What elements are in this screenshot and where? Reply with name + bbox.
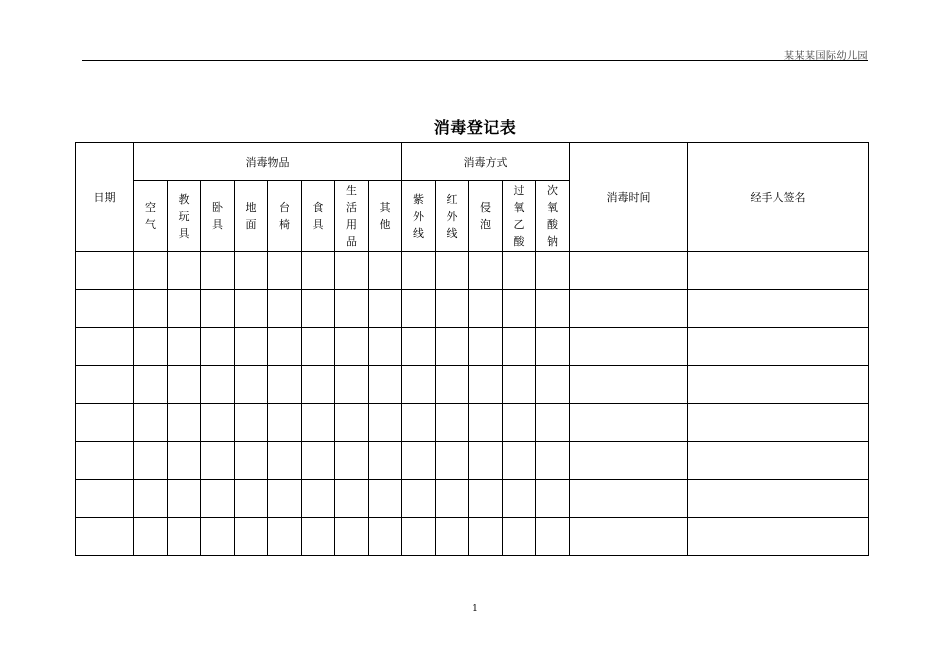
page-number: 1: [472, 604, 478, 614]
table-cell: [76, 442, 134, 480]
method-header-soaking: 侵泡: [469, 181, 503, 252]
table-cell: [570, 328, 688, 366]
table-cell: [335, 480, 369, 518]
table-cell: [268, 328, 302, 366]
table-cell: [76, 328, 134, 366]
table-cell: [503, 518, 536, 556]
table-cell: [436, 518, 469, 556]
table-cell: [369, 480, 402, 518]
table-cell: [168, 290, 201, 328]
table-cell: [235, 404, 268, 442]
table-cell: [503, 480, 536, 518]
item-header-air: 空气: [134, 181, 168, 252]
table-cell: [268, 366, 302, 404]
item-header-toys: 教玩具: [168, 181, 201, 252]
table-cell: [570, 480, 688, 518]
table-cell: [536, 290, 570, 328]
table-cell: [168, 404, 201, 442]
method-header-hypochlorite: 次氧酸钠: [536, 181, 570, 252]
table-cell: [688, 252, 869, 290]
table-cell: [302, 518, 335, 556]
table-cell: [369, 442, 402, 480]
table-cell: [570, 252, 688, 290]
table-row: [76, 442, 869, 480]
table-cell: [302, 328, 335, 366]
table-cell: [335, 366, 369, 404]
table-row: [76, 404, 869, 442]
time-column-header: 消毒时间: [570, 143, 688, 252]
table-cell: [469, 442, 503, 480]
page-title: 消毒登记表: [433, 118, 517, 137]
table-cell: [302, 290, 335, 328]
table-cell: [369, 252, 402, 290]
table-cell: [503, 252, 536, 290]
table-cell: [469, 404, 503, 442]
table-cell: [536, 366, 570, 404]
table-cell: [76, 366, 134, 404]
table-cell: [688, 442, 869, 480]
method-header-peracetic-acid: 过氧乙酸: [503, 181, 536, 252]
item-header-tables-chairs: 台椅: [268, 181, 302, 252]
table-cell: [335, 404, 369, 442]
table-row: [76, 518, 869, 556]
disinfection-log-table: [75, 142, 869, 556]
table-cell: [168, 480, 201, 518]
table-cell: [536, 442, 570, 480]
table-cell: [235, 442, 268, 480]
log-table-body: [76, 252, 869, 556]
table-cell: [76, 404, 134, 442]
table-cell: [302, 404, 335, 442]
table-cell: [168, 518, 201, 556]
table-cell: [168, 442, 201, 480]
table-cell: [536, 328, 570, 366]
method-header-ultraviolet: 紫外线: [402, 181, 436, 252]
table-cell: [570, 442, 688, 480]
table-cell: [436, 290, 469, 328]
table-cell: [201, 518, 235, 556]
item-header-daily-supplies: 生活用品: [335, 181, 369, 252]
table-cell: [302, 442, 335, 480]
table-cell: [76, 518, 134, 556]
table-cell: [235, 518, 268, 556]
table-cell: [688, 366, 869, 404]
table-cell: [469, 518, 503, 556]
table-cell: [688, 328, 869, 366]
table-cell: [503, 404, 536, 442]
table-cell: [369, 328, 402, 366]
table-cell: [469, 252, 503, 290]
table-row: [76, 480, 869, 518]
table-cell: [402, 252, 436, 290]
table-cell: [402, 442, 436, 480]
table-cell: [268, 518, 302, 556]
table-cell: [235, 290, 268, 328]
table-cell: [436, 252, 469, 290]
table-cell: [201, 290, 235, 328]
items-group-header: 消毒物品: [134, 143, 402, 181]
table-row: [76, 366, 869, 404]
table-cell: [469, 328, 503, 366]
table-cell: [469, 480, 503, 518]
table-cell: [134, 366, 168, 404]
table-cell: [302, 252, 335, 290]
table-cell: [168, 328, 201, 366]
table-cell: [469, 290, 503, 328]
table-cell: [688, 404, 869, 442]
table-cell: [201, 328, 235, 366]
table-cell: [235, 366, 268, 404]
table-cell: [536, 252, 570, 290]
table-cell: [268, 442, 302, 480]
table-cell: [402, 480, 436, 518]
table-cell: [134, 442, 168, 480]
method-header-infrared: 红外线: [436, 181, 469, 252]
table-cell: [335, 328, 369, 366]
table-cell: [134, 328, 168, 366]
table-cell: [268, 290, 302, 328]
table-cell: [335, 442, 369, 480]
header-divider: [82, 60, 868, 61]
table-cell: [436, 328, 469, 366]
table-cell: [235, 328, 268, 366]
table-cell: [570, 518, 688, 556]
table-cell: [469, 366, 503, 404]
table-cell: [335, 290, 369, 328]
table-cell: [369, 518, 402, 556]
table-cell: [201, 442, 235, 480]
table-cell: [335, 518, 369, 556]
table-cell: [335, 252, 369, 290]
table-cell: [168, 252, 201, 290]
table-row: [76, 290, 869, 328]
table-cell: [168, 366, 201, 404]
table-cell: [302, 480, 335, 518]
date-column-header: 日期: [76, 143, 134, 252]
table-cell: [570, 366, 688, 404]
table-cell: [369, 404, 402, 442]
table-cell: [503, 290, 536, 328]
signature-column-header: 经手人签名: [688, 143, 869, 252]
table-cell: [369, 290, 402, 328]
item-header-bedding: 卧具: [201, 181, 235, 252]
table-cell: [436, 404, 469, 442]
table-cell: [134, 480, 168, 518]
table-cell: [536, 480, 570, 518]
table-cell: [436, 480, 469, 518]
table-cell: [76, 290, 134, 328]
table-cell: [688, 480, 869, 518]
table-row: [76, 252, 869, 290]
table-cell: [536, 518, 570, 556]
table-cell: [503, 328, 536, 366]
table-cell: [76, 480, 134, 518]
table-cell: [268, 404, 302, 442]
table-cell: [536, 404, 570, 442]
item-header-tableware: 食具: [302, 181, 335, 252]
table-cell: [688, 290, 869, 328]
table-cell: [302, 366, 335, 404]
table-cell: [402, 518, 436, 556]
table-cell: [688, 518, 869, 556]
item-header-floor: 地面: [235, 181, 268, 252]
table-cell: [369, 366, 402, 404]
table-cell: [201, 480, 235, 518]
table-cell: [201, 404, 235, 442]
table-cell: [402, 290, 436, 328]
table-cell: [436, 366, 469, 404]
table-cell: [402, 366, 436, 404]
methods-group-header: 消毒方式: [402, 143, 570, 181]
table-cell: [268, 252, 302, 290]
table-cell: [76, 252, 134, 290]
table-cell: [134, 290, 168, 328]
table-cell: [503, 366, 536, 404]
table-cell: [235, 480, 268, 518]
table-cell: [201, 366, 235, 404]
organization-name: 某某某国际幼儿园: [784, 51, 868, 62]
table-cell: [402, 404, 436, 442]
table-cell: [402, 328, 436, 366]
table-cell: [134, 518, 168, 556]
table-cell: [570, 290, 688, 328]
table-cell: [134, 404, 168, 442]
table-cell: [436, 442, 469, 480]
table-cell: [201, 252, 235, 290]
table-cell: [235, 252, 268, 290]
table-cell: [570, 404, 688, 442]
table-cell: [503, 442, 536, 480]
table-cell: [268, 480, 302, 518]
table-cell: [134, 252, 168, 290]
item-header-other: 其他: [369, 181, 402, 252]
table-row: [76, 328, 869, 366]
